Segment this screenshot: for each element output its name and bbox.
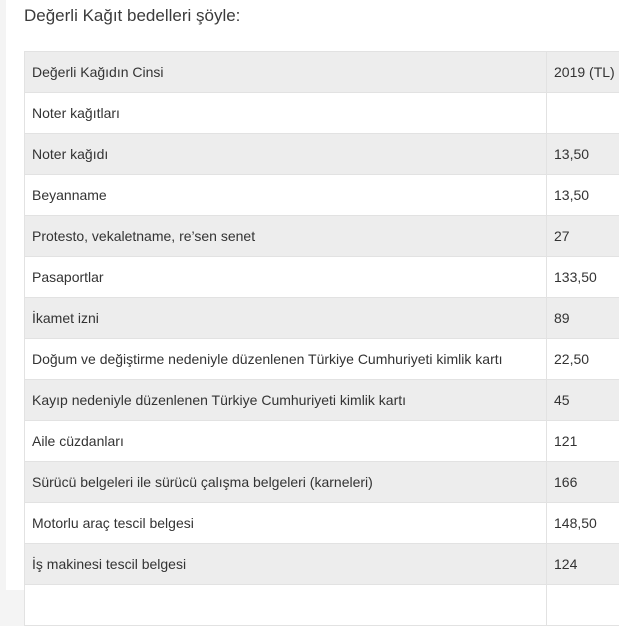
table-row [25,380,619,421]
fee-table [24,51,619,626]
row-value: 13,50 [547,175,619,216]
row-value: 22,50 [547,339,619,380]
row-value: 89 [547,298,619,339]
row-value: 27 [547,216,619,257]
row-value: 124 [547,544,619,585]
row-value [547,93,619,134]
row-label: Aile cüzdanları [25,421,547,462]
row-label: Beyanname [25,175,547,216]
row-label: Noter kağıtları [25,93,547,134]
table-row [25,298,619,339]
row-label: İkamet izni [25,298,547,339]
row-value [547,585,619,626]
row-value: 45 [547,380,619,421]
header-cell-year: 2019 (TL) [547,52,619,93]
table-row [25,585,619,626]
row-label: Doğum ve değiştirme nedeniyle düzenlenen Türkiye Cumhuriyeti kimlik kartı [25,339,547,380]
table-row [25,134,619,175]
row-label: Motorlu araç tescil belgesi [25,503,547,544]
row-value: 166 [547,462,619,503]
row-label: Sürücü belgeleri ile sürücü çalışma belgeleri (karneleri) [25,462,547,503]
row-label [25,585,547,626]
table-row [25,339,619,380]
table-row [25,216,619,257]
row-label: Noter kağıdı [25,134,547,175]
header-cell-type: Değerli Kağıdın Cinsi [25,52,547,93]
table-row [25,175,619,216]
row-label: Pasaportlar [25,257,547,298]
table-row [25,93,619,134]
row-value: 133,50 [547,257,619,298]
table-header-row [25,52,619,93]
table-row [25,544,619,585]
row-value: 13,50 [547,134,619,175]
table-row [25,503,619,544]
row-label: Kayıp nedeniyle düzenlenen Türkiye Cumhuriyeti kimlik kartı [25,380,547,421]
row-value: 148,50 [547,503,619,544]
article-content [6,0,619,590]
table-row [25,462,619,503]
section-heading: Değerli Kağıt bedelleri şöyle: [24,6,240,26]
table-row [25,257,619,298]
table-row [25,421,619,462]
row-label: İş makinesi tescil belgesi [25,544,547,585]
row-value: 121 [547,421,619,462]
row-label: Protesto, vekaletname, re’sen senet [25,216,547,257]
